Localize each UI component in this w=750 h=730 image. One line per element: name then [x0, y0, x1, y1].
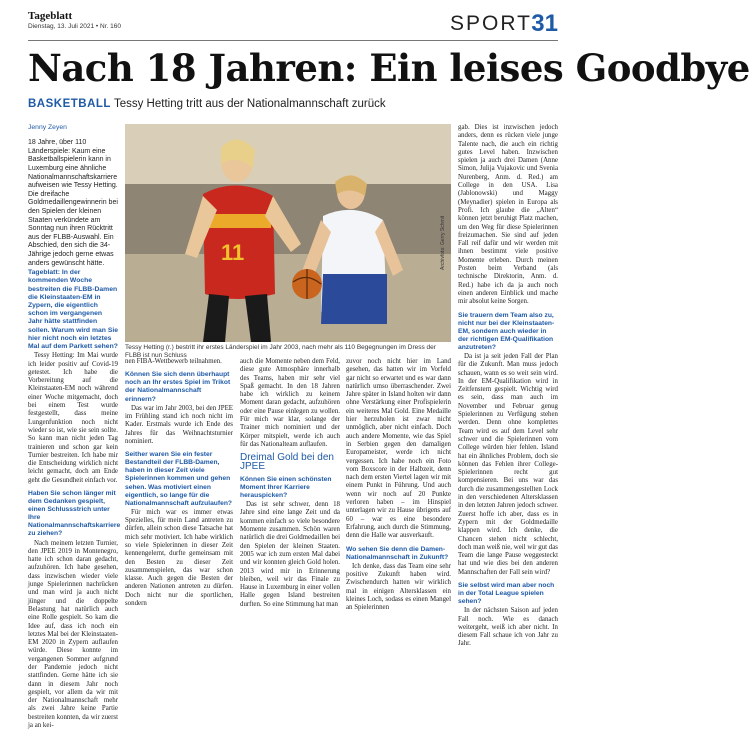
answer: Das ist sehr schwer, denn 18 Jahre sind eine lange Zeit und da kommen einfach so viele besondere Momente zusammen. Schön waren natürlich die drei Goldmedaillen bei den Spielen der kleinen Staaten. 2005 war ich zum ersten Mal dabei und wir konnten gleich Gold holen. 2013 wird mir in Erinnerung bleiben, weil wir das Finale zu Hause in Luxemburg in einer vollen Halle gegen Island bestreiten durften. So eine Stimmung hat man	[240, 501, 340, 608]
photo-caption: Tessy Hetting (r.) bestritt ihr erstes Länderspiel im Jahr 2003, nach mehr als 110 Begegnungen im Dress der FLBB ist nun Schluss	[125, 344, 436, 359]
column-3	[240, 358, 340, 608]
author: Jenny Zeyen	[28, 124, 67, 131]
question: Haben Sie schon länger mit dem Gedanken gespielt, einen Schlussstrich unter Ihre Nationalmannschaftskarriere zu ziehen?	[28, 489, 121, 538]
lead-paragraph: 18 Jahre, über 110 Länderspiele: Kaum eine Basketballspielerin kann in Luxemburg eine ähnliche Nationalmannschaftskarriere aufweisen wie Tessy Hetting. Die dreifache Goldmedaillengewinnerin bei den Spielen der kleinen Staaten verkündete am Sonntag nun ihren Rücktritt aus der FLBB-Auswahl. Ein Abschied, den sich die 34-Jährige jedoch gerne etwas anders gewünscht hätte.	[28, 139, 118, 267]
answer: Tessy Hetting: Im Mai wurde ich leider positiv auf Covid-19 getestet. Ich habe die Vorbereitung auf die Kleinstaaten-EM noch während einer Woche mitgemacht, doch bei einem Test wurde festgestellt, dass meine Lungenfunktion noch nicht wieder so ist, wie sie sein sollte. So kann man nicht jeden Tag trainieren und schon gar kein Turnier bestreiten. Ich habe mir die Entscheidung wirklich nicht leicht gemacht, doch am Ende geht die Gesundheit einfach vor.	[28, 352, 118, 484]
answer: Das war im Jahr 2003, bei den JPEE im Frühling stand ich noch nicht im Kader. Erstmals wurde ich Ende des Jahres für das Weihnachtsturnier nominiert.	[125, 404, 233, 445]
header-rule	[28, 40, 558, 41]
basketball-photo-illustration	[125, 124, 451, 342]
kicker: BASKETBALL	[28, 98, 111, 110]
question: Sie trauern dem Team also zu, nicht nur bei der Kleinstaaten-EM, sondern auch wieder in der richtigen EM-Qualifikation anzutreten?	[458, 311, 555, 351]
page-number: 31	[531, 10, 558, 37]
column-4	[346, 358, 451, 612]
column-2	[125, 358, 233, 608]
question: Können Sie einen schönsten Moment Ihrer Karriere herauspicken?	[240, 475, 332, 500]
question: Können Sie sich denn überhaupt noch an Ihr erstes Spiel im Trikot der Nationalmannschaft erinnern?	[125, 371, 231, 403]
masthead: Tageblatt	[28, 10, 73, 22]
question: Seither waren Sie ein fester Bestandteil der FLBB-Damen, haben in dieser Zeit viele Spielerinnen kommen und gehen sehen. Was motiviert einen eigentlich, so lange für die Nationalmannschaft aufzulaufen?	[125, 451, 233, 507]
answer: In der nächsten Saison auf jeden Fall noch. Wie es danach weitergeht, weiß ich aber nicht. In diesem Fall schaue ich von Jahr zu Jahr.	[458, 607, 558, 648]
subline-text: Tessy Hetting tritt aus der Nationalmannschaft zurück	[113, 98, 386, 110]
answer: Für mich war es immer etwas Spezielles, für mein Land antreten zu dürfen, allein schon diese Tatsache hat mich sehr motiviert. Ich habe wirklich so viele Spielerinnen in dieser Zeit kennengelernt, durfte gemeinsam mit den Besten zu dieser Zeit zusammenspielen, das war schon klasse. Auch gegen die Besten der anderen Nationen antreten zu dürfen. Doch nicht nur die sportlichen, sondern	[125, 508, 233, 608]
paragraph: nen FIBA-Wettbewerb teilnahmen.	[125, 358, 222, 365]
section-label: SPORT	[450, 12, 532, 35]
subline	[28, 98, 386, 110]
question: Tageblatt: In der kommenden Woche bestreiten die FLBB-Damen die Kleinstaaten-EM in Zypern, die eigentlich schon im vergangenen Jahr hätte stattfinden sollen. Warum wird man Sie hier nicht noch ein letztes Mal auf dem Parkett sehen?	[28, 269, 119, 351]
column-1	[28, 124, 121, 730]
question: Sie selbst wird man aber noch in der Total League spielen sehen?	[458, 582, 555, 606]
photo-credit: Archivfoto: Gerry Schmit	[440, 215, 446, 270]
answer: Ich denke, dass das Team eine sehr positive Zukunft haben wird. Zwischendurch hatten wir wirklich mal in einigen Altersklassen ein kleines Loch, sodass es einen Mangel an Spielerinnen	[346, 562, 451, 612]
paragraph: gab. Dies ist inzwischen jedoch anders, denn es rücken viele junge Talente nach, die auch ein richtig gutes Level haben. Inzwischen spielen ja auch drei Damen (Anne Simon, Julija Vujakovic und Svenia Nurenberg, Anm. d. Red.) am College in den USA. Lisa (Jablonowski) und Maggy (Meynadier) spielen in Europa als Profi. Ich glaube die „Alten“ können jetzt beruhigt Platz machen, um den Weg für diese Spielerinnen freizumachen. Sie sind auf jeden Fall reif dafür und wir werden mit ihnen bestimmt viele positive Momente erleben. Durch meinen Posten beim Verband (als technische Direktorin, Anm. d. Red.) habe ich da ja auch noch einen anderen Einblick und mache mir absolut keine Sorgen.	[458, 124, 558, 306]
paragraph: zuvor noch nicht hier im Land gesehen, das hatten wir im Vorfeld gar nicht so erwartet und es war dann natürlich umso überraschender. Zwei Jahre später in Island holten wir dann ohne Verstärkung einer Profispielerin ein weiteres Mal Gold. Eine Medaille hier herzuholen ist zwar nicht unmöglich, aber nicht einfach. Doch auch andere Momente, wie das Spiel in Serbien gegen den damaligen Europameister, werde ich nicht vergessen. Ich habe noch ein Foto vom Boxscore in der Halbzeit, denn nach dem ersten Viertel lagen wir mit einem Punkt in Führung. Und auch wenn wir noch auf 20 Punkte verloren haben – im Hinspiel unterlagen wir zu Hause übrigens auf 60 – war es eine besondere Erfahrung, auch durch die Stimmung, denn die Halle war ausverkauft.	[346, 358, 451, 540]
page-header	[28, 10, 558, 40]
subheading: Dreimal Gold bei den JPEE	[240, 452, 334, 472]
answer: Da ist ja seit jeden Fall der Plan für die Zukunft. Man muss jedoch schauen, wann es so weit sein wird. In der EM-Qualifikation wird in Zeitfenstern gespielt. Wichtig wird es sein, dass man auch im November und Februar genug Spielerinnen zu Verfügung stehen werden. Denn ohne komplettes Team wird es auf dem Level sehr schwer und die Spielerinnen vom College würden hier fehlen. Island hat ein ähnliches Problem, doch sie können das Fehlen ihrer College-Spielerinnen recht gut kompensieren. Bei uns war das durch die zusammengestellten Lock in den verschiedenen Altersklassen in den letzten Jahren jedoch schwer. Zuerst hoffe ich aber, dass es in Zypern mit der Goldmedaille klappen wird. Ich denke, die Chancen stehen nicht schlecht, doch man weiß nie, weil wir gut das Team die lange Pause weggesteckt hat und wie dies bei den anderen Mannschaften der Fall sein wird?	[458, 353, 558, 576]
paragraph: auch die Momente neben dem Feld, diese gute Atmosphäre innerhalb des Teams, haben mir sehr viel Spaß gemacht. In den 18 Jahren habe ich wirklich zu keinem Moment daran gedacht, aufzuhören oder eine Pause einlegen zu wollen. Für mich war klar, solange der Trainer mich nominiert und der Körper mitspielt, werde ich auch für das Nationalteam auflaufen.	[240, 358, 340, 448]
column-5	[458, 124, 558, 648]
svg-text:11: 11	[221, 240, 245, 265]
issue-date: Dienstag, 13. Juli 2021 • Nr. 160	[28, 23, 121, 30]
question: Wo sehen Sie denn die Damen-Nationalmannschaft in Zukunft?	[346, 545, 449, 561]
article-photo	[125, 124, 451, 342]
answer: Nach meinem letzten Turnier, den JPEE 2019 in Montenegro, hatte ich schon daran gedacht, aufzuhören. Ich habe gesehen, dass inzwischen wieder viele junge Spielerinnen nachrücken und man wird ja auch nicht jünger und die doppelte Belastung hat natürlich auch eine Rolle gespielt. So kam die Idee auf, dass ich noch ein letztes Mal bei der Kleinstaaten-EM 2020 in Zypern auflaufen würde. Diese konnte im vergangenen Sommer aufgrund der Pandemie jedoch nicht stattfinden. Gerne hätte ich sie dann in diesem Jahr noch gespielt, vor allem da wir mit der Nationalmannschaft mehr als zwei Jahre keine Partie bestreiten konnten, da wir zuerst ja an kei-	[28, 539, 118, 730]
headline: Nach 18 Jahren: Ein leises Goodbye	[28, 46, 750, 90]
